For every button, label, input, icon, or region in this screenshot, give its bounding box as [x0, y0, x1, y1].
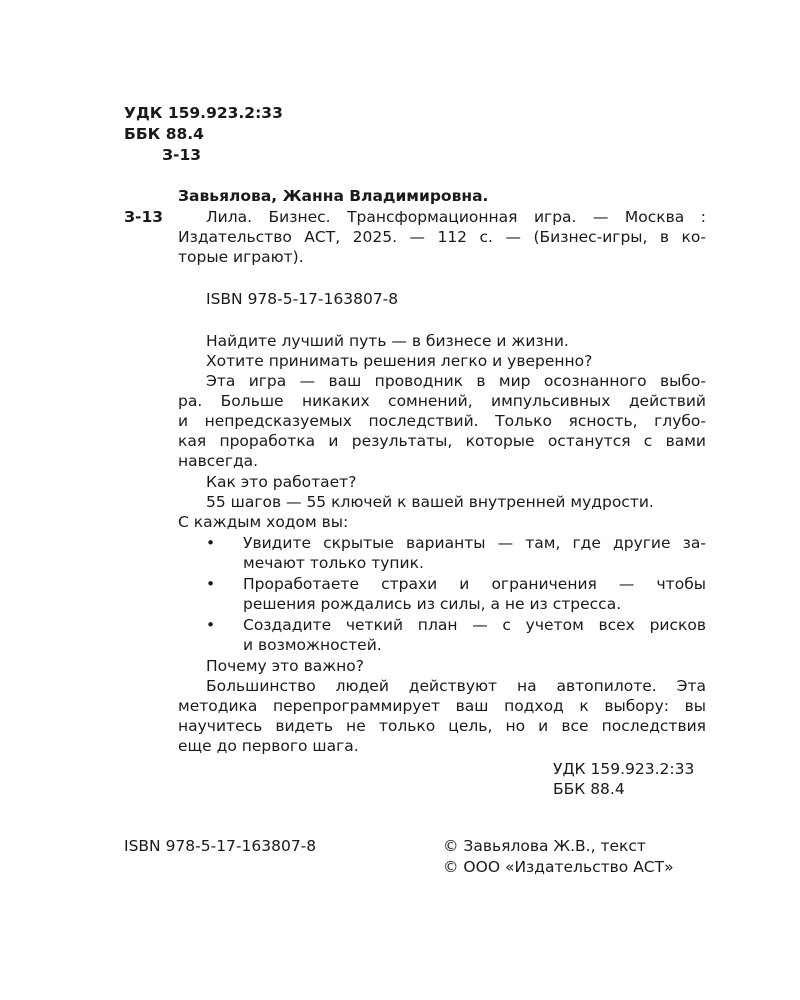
annotation-intro-2: Хотите принимать решения легко и уверенно? — [206, 352, 593, 370]
author-mark: З-13 — [162, 146, 202, 164]
bullet-marker-3: • — [206, 616, 216, 634]
annotation-para1: ра. Больше никаких сомнений, импульсивных действий и непредсказуемых последствий. Только ясность, глубо- кая проработка и результаты, которые останутся с вами навсегда. — [178, 392, 706, 470]
annotation-para2: методика перепрограммирует ваш подход к выбору: вы научитесь видеть не только цель, но и все последствия еще до первого шага. — [178, 697, 706, 755]
annotation-intro-1: Найдите лучший путь — в бизнесе и жизни. — [206, 332, 569, 350]
annotation-how: Как это работает? — [206, 473, 357, 491]
bib-title-line-1: Лила. Бизнес. Трансформационная игра. — Москва : — [206, 208, 706, 226]
annotation-udk: УДК 159.923.2:33 — [553, 760, 695, 778]
annotation-bbk: ББК 88.4 — [553, 780, 625, 798]
bib-mark: З-13 — [124, 208, 164, 226]
bib-description: Издательство АСТ, 2025. — 112 с. — (Бизнес-игры, в ко- торые играют). — [178, 228, 706, 266]
bullet-item-1: Увидите скрытые варианты — там, где другие за- мечают только тупик. — [243, 534, 706, 572]
annotation-steps: 55 шагов — 55 ключей к вашей внутренней мудрости. — [206, 493, 654, 511]
annotation-para2-line-1: Большинство людей действуют на автопилоте. Эта — [206, 677, 706, 695]
copyright-author: © Завьялова Ж.В., текст — [443, 837, 646, 855]
bullet-item-2: Проработаете страхи и ограничения — чтобы решения рождались из силы, а не из стресса. — [243, 575, 706, 613]
annotation-why: Почему это важно? — [206, 657, 365, 675]
annotation-each-move: С каждым ходом вы: — [178, 513, 349, 531]
footer-isbn: ISBN 978-5-17-163807-8 — [124, 837, 317, 855]
annotation-para1-line-1: Эта игра — ваш проводник в мир осознанного выбо- — [206, 372, 706, 390]
bullet-item-3: Создадите четкий план — с учетом всех рисков и возможностей. — [243, 616, 706, 654]
bib-isbn: ISBN 978-5-17-163807-8 — [206, 290, 399, 308]
copyright-publisher: © ООО «Издательство АСТ» — [443, 858, 674, 876]
udk-code: УДК 159.923.2:33 — [124, 104, 283, 122]
bullet-marker-2: • — [206, 575, 216, 593]
bbk-code: ББК 88.4 — [124, 125, 204, 143]
bullet-marker-1: • — [206, 534, 216, 552]
bib-author: Завьялова, Жанна Владимировна. — [178, 187, 489, 205]
